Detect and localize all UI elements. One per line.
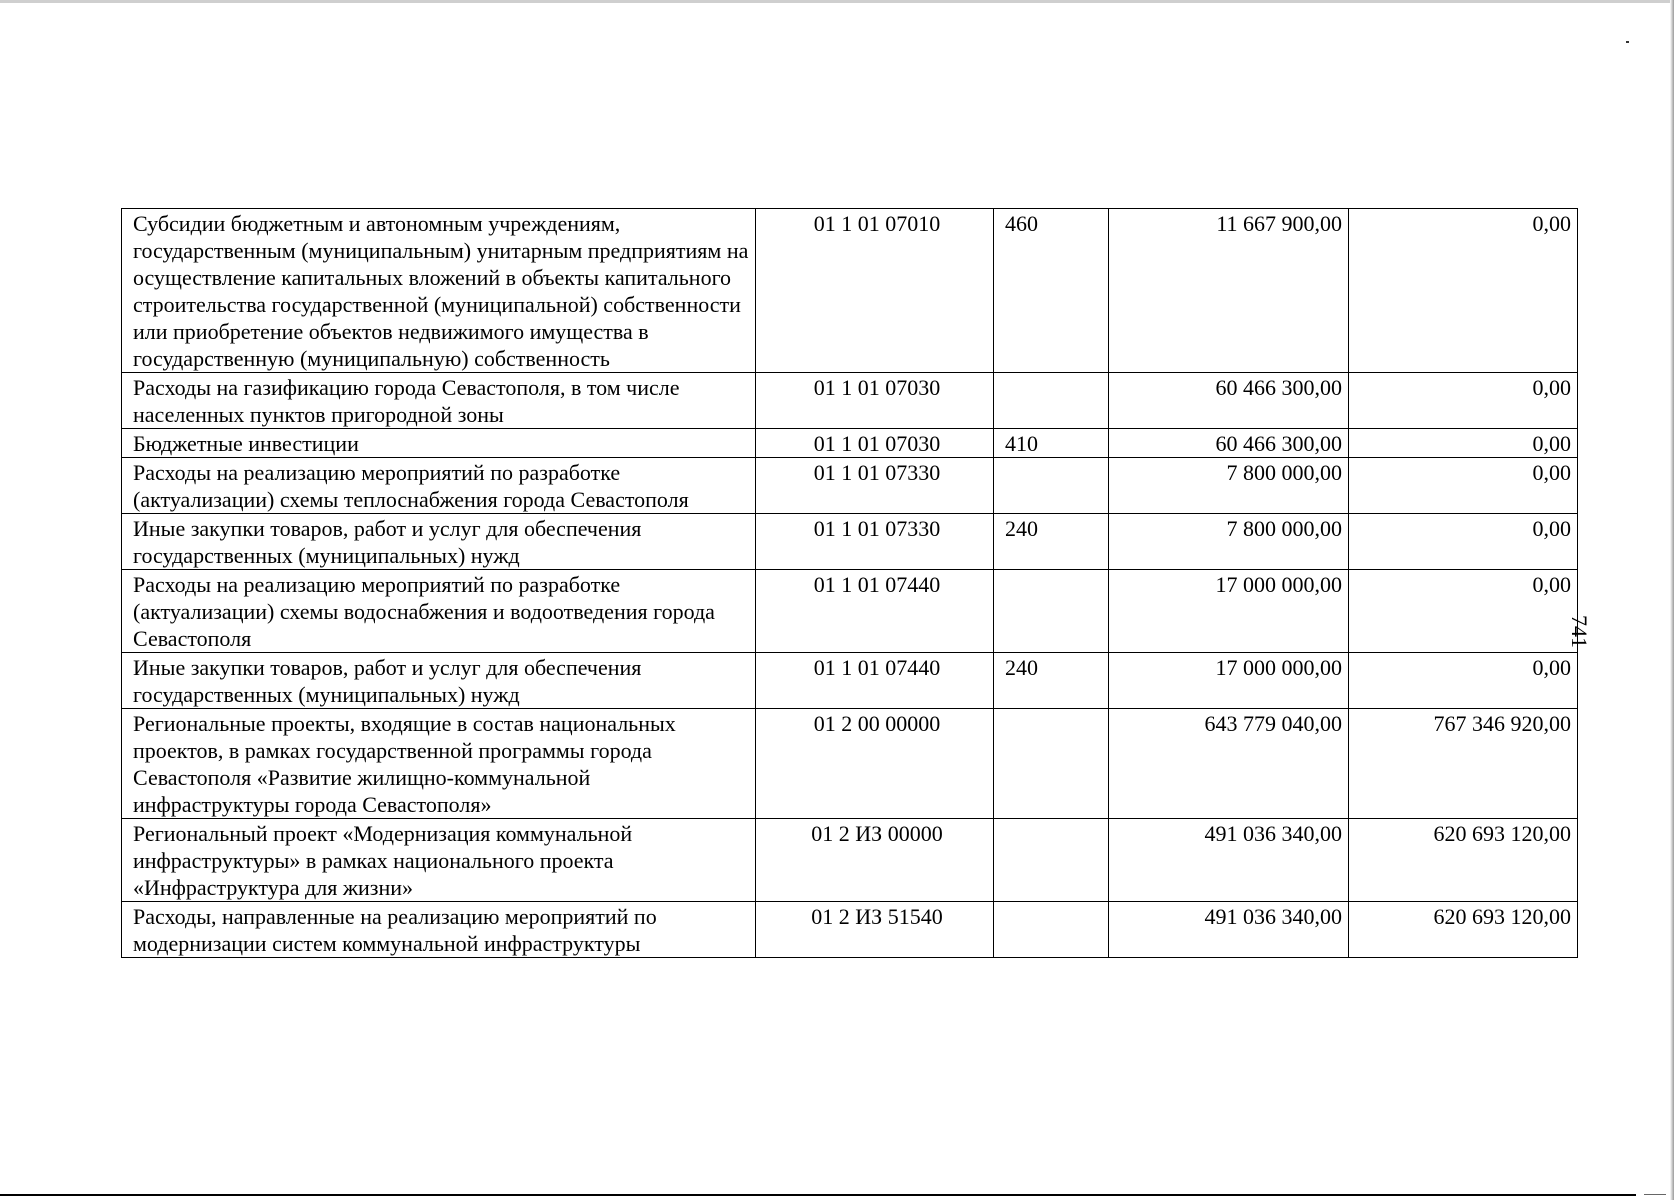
row-amount-1: 17 000 000,00 [1109,653,1349,709]
scan-right-edge [1670,0,1674,1200]
row-expense-type [994,709,1109,819]
row-expense-type [994,819,1109,902]
row-amount-1: 491 036 340,00 [1109,819,1349,902]
row-name: Расходы, направленные на реализацию мероприятий по модернизации систем коммунальной инфраструктуры [122,902,756,958]
table-row [122,514,1578,570]
row-target-code: 01 1 01 07030 [756,429,994,458]
row-name: Бюджетные инвестиции [122,429,756,458]
row-expense-type [994,458,1109,514]
row-amount-2: 0,00 [1349,429,1578,458]
row-expense-type [994,902,1109,958]
row-expense-type [994,373,1109,429]
row-expense-type: 240 [994,653,1109,709]
row-name: Расходы на реализацию мероприятий по разработке (актуализации) схемы водоснабжения и водоотведения города Севастополя [122,570,756,653]
row-amount-2: 0,00 [1349,373,1578,429]
table-row [122,209,1578,373]
row-name: Иные закупки товаров, работ и услуг для обеспечения государственных (муниципальных) нужд [122,653,756,709]
row-amount-1: 60 466 300,00 [1109,429,1349,458]
scan-speck [1626,41,1629,43]
table-row [122,653,1578,709]
table-row [122,902,1578,958]
bottom-rule-tail [1644,1194,1666,1195]
budget-table-body [122,209,1578,958]
row-target-code: 01 1 01 07440 [756,570,994,653]
row-amount-1: 7 800 000,00 [1109,458,1349,514]
row-target-code: 01 1 01 07030 [756,373,994,429]
row-amount-1: 7 800 000,00 [1109,514,1349,570]
table-row [122,373,1578,429]
row-amount-2: 767 346 920,00 [1349,709,1578,819]
row-target-code: 01 1 01 07010 [756,209,994,373]
row-target-code: 01 1 01 07330 [756,458,994,514]
row-amount-2: 620 693 120,00 [1349,819,1578,902]
table-row [122,819,1578,902]
row-amount-2: 0,00 [1349,209,1578,373]
row-target-code: 01 1 01 07440 [756,653,994,709]
table-row [122,709,1578,819]
row-target-code: 01 1 01 07330 [756,514,994,570]
row-name: Иные закупки товаров, работ и услуг для обеспечения государственных (муниципальных) нужд [122,514,756,570]
row-amount-2: 0,00 [1349,653,1578,709]
row-amount-2: 620 693 120,00 [1349,902,1578,958]
row-name: Региональный проект «Модернизация коммунальной инфраструктуры» в рамках национального проекта «Инфраструктура для жизни» [122,819,756,902]
scan-top-edge [0,0,1674,3]
budget-table [121,208,1578,958]
row-amount-1: 17 000 000,00 [1109,570,1349,653]
row-name: Расходы на реализацию мероприятий по разработке (актуализации) схемы теплоснабжения города Севастополя [122,458,756,514]
row-expense-type: 410 [994,429,1109,458]
row-amount-2: 0,00 [1349,514,1578,570]
row-target-code: 01 2 00 00000 [756,709,994,819]
row-expense-type: 240 [994,514,1109,570]
row-amount-1: 491 036 340,00 [1109,902,1349,958]
bottom-rule [0,1194,1636,1196]
row-name: Субсидии бюджетным и автономным учреждениям, государственным (муниципальным) унитарным предприятиям на осуществление капитальных вложений в объекты капитального строительства государственной (муниципальной) собственности или приобретение объектов недвижимого имущества в государственную (муниципальную) собственность [122,209,756,373]
row-expense-type: 460 [994,209,1109,373]
table-row [122,429,1578,458]
table-row [122,458,1578,514]
row-amount-1: 60 466 300,00 [1109,373,1349,429]
page-number: 741 [1567,615,1592,648]
table-row [122,570,1578,653]
row-target-code: 01 2 ИЗ 00000 [756,819,994,902]
row-target-code: 01 2 ИЗ 51540 [756,902,994,958]
row-name: Расходы на газификацию города Севастополя, в том числе населенных пунктов пригородной зоны [122,373,756,429]
row-amount-1: 643 779 040,00 [1109,709,1349,819]
row-amount-2: 0,00 [1349,570,1578,653]
row-name: Региональные проекты, входящие в состав национальных проектов, в рамках государственной программы города Севастополя «Развитие жилищно-коммунальной инфраструктуры города Севастополя» [122,709,756,819]
row-amount-1: 11 667 900,00 [1109,209,1349,373]
row-amount-2: 0,00 [1349,458,1578,514]
row-expense-type [994,570,1109,653]
